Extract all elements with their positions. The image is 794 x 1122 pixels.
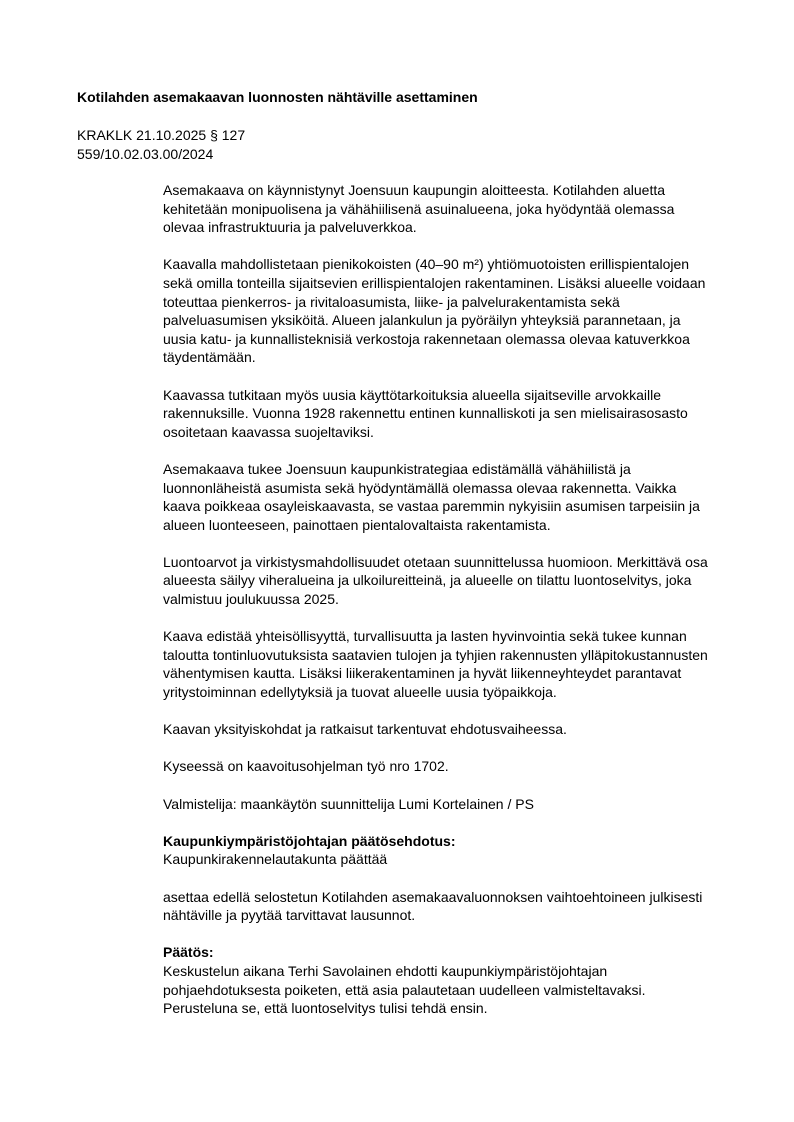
paragraph-line: Valmistelija: maankäytön suunnittelija Lumi Kortelainen / PS [163,795,534,812]
body-paragraph [163,255,763,367]
paragraph-line: Kyseessä on kaavoitusohjelman työ nro 1702. [163,758,449,775]
paragraph-line: luonnonläheistä asumista sekä hyödyntämällä olemassa olevaa rakennetta. Vaikka [163,479,677,496]
paragraph-line: vähentymisen kautta. Lisäksi liikerakentaminen ja hyvät liikenneyhteydet parantavat [163,665,682,682]
document-title: Kotilahden asemakaavan luonnosten nähtäville asettaminen [77,89,478,105]
paragraph-line: palveluasumisen yksiköitä. Alueen jalankulun ja pyöräilyn yhteyksiä parannetaan, ja [163,312,681,329]
case-number: 559/10.02.03.00/2024 [77,146,214,162]
decision-heading: Päätös: [163,944,214,961]
paragraph-line: Kaava edistää yhteisöllisyyttä, turvallisuutta ja lasten hyvinvointia sekä tukee kunnan [163,628,687,645]
paragraph-line: alueesta säilyy viheralueina ja ulkoilureitteinä, ja alueelle on tilattu luontoselvitys, joka [163,572,692,589]
paragraph-line: kaava poikkeaa osayleiskaavasta, se vastaa paremmin nykyisiin asumisen tarpeisiin ja [163,498,700,515]
meeting-reference: KRAKLK 21.10.2025 § 127 [77,127,246,143]
body-paragraph [163,553,763,609]
decision-line: pohjaehdotuksesta poiketen, että asia palautetaan uudelleen valmisteltavaksi. [163,981,646,998]
paragraph-line: Kaavassa tutkitaan myös uusia käyttötarkoituksia alueella sijaitseville arvokkaille [163,386,662,403]
paragraph-line: täydentämään. [163,349,256,366]
paragraph-line: Asemakaava on käynnistynyt Joensuun kaupungin aloitteesta. Kotilahden aluetta [163,182,666,198]
proposal-line: nähtäville ja pyytää tarvittavat lausunnot. [163,907,416,924]
body-paragraph [163,757,763,776]
paragraphs [163,181,763,813]
document-meta [77,126,245,164]
proposal-text [163,888,763,925]
body-paragraph [163,720,763,739]
paragraph-line: yritystoiminnan edellytyksiä ja tuovat alueelle uusia työpaikkoja. [163,684,557,701]
proposal-intro: Kaupunkirakennelautakunta päättää [163,851,388,868]
paragraph-line: sekä omilla tonteilla sijaitsevien erillispientalojen rakentaminen. Lisäksi alueelle voidaan [163,274,706,291]
paragraph-line: Luontoarvot ja virkistysmahdollisuudet otetaan suunnittelussa huomioon. Merkittävä osa [163,553,708,570]
paragraph-line: Asemakaava tukee Joensuun kaupunkistrategiaa edistämällä vähähiilistä ja [163,460,631,477]
body-paragraph [163,460,763,534]
paragraph-line: rakennuksille. Vuonna 1928 rakennettu entinen kunnalliskoti ja sen mielisairasosasto [163,405,688,422]
paragraph-line: valmistuu joulukuussa 2025. [163,591,339,608]
paragraph-line: kehitetään monipuolisena ja vähähiilisenä asuinalueena, joka hyödyntää olemassa [163,200,675,217]
decision-section [163,943,763,1017]
proposal-section [163,832,763,869]
body-paragraph [163,795,763,814]
proposal-heading: Kaupunkiympäristöjohtajan päätösehdotus: [163,832,456,849]
body-paragraph [163,627,763,701]
paragraph-line: toteuttaa pienkerros- ja rivitaloasumista, liike- ja palvelurakentamista sekä [163,293,620,310]
body-paragraph [163,386,763,442]
body-paragraph [163,181,763,237]
proposal-line: asettaa edellä selostetun Kotilahden asemakaavaluonnoksen vaihtoehtoineen julkisesti [163,888,703,905]
paragraph-line: Kaavalla mahdollistetaan pienikokoisten (40–90 m²) yhtiömuotoisten erillispientalojen [163,256,690,273]
paragraph-line: olevaa infrastruktuuria ja palveluverkkoa. [163,219,417,236]
decision-line: Perusteluna se, että luontoselvitys tulisi tehdä ensin. [163,1000,488,1017]
document-body [163,181,763,1018]
paragraph-line: taloutta tontinluovutuksista saatavien tulojen ja tyhjien rakennusten ylläpitokustannusten [163,646,708,663]
paragraph-line: Kaavan yksityiskohdat ja ratkaisut tarkentuvat ehdotusvaiheessa. [163,721,567,738]
decision-line: Keskustelun aikana Terhi Savolainen ehdotti kaupunkiympäristöjohtajan [163,962,608,979]
paragraph-line: uusia katu- ja kunnallisteknisiä verkostoja rakennetaan olemassa olevaa katuverkkoa [163,330,690,347]
paragraph-line: alueen luonteeseen, painottaen pientalovaltaista rakentamista. [163,516,551,533]
paragraph-line: osoitetaan kaavassa suojeltaviksi. [163,423,374,440]
